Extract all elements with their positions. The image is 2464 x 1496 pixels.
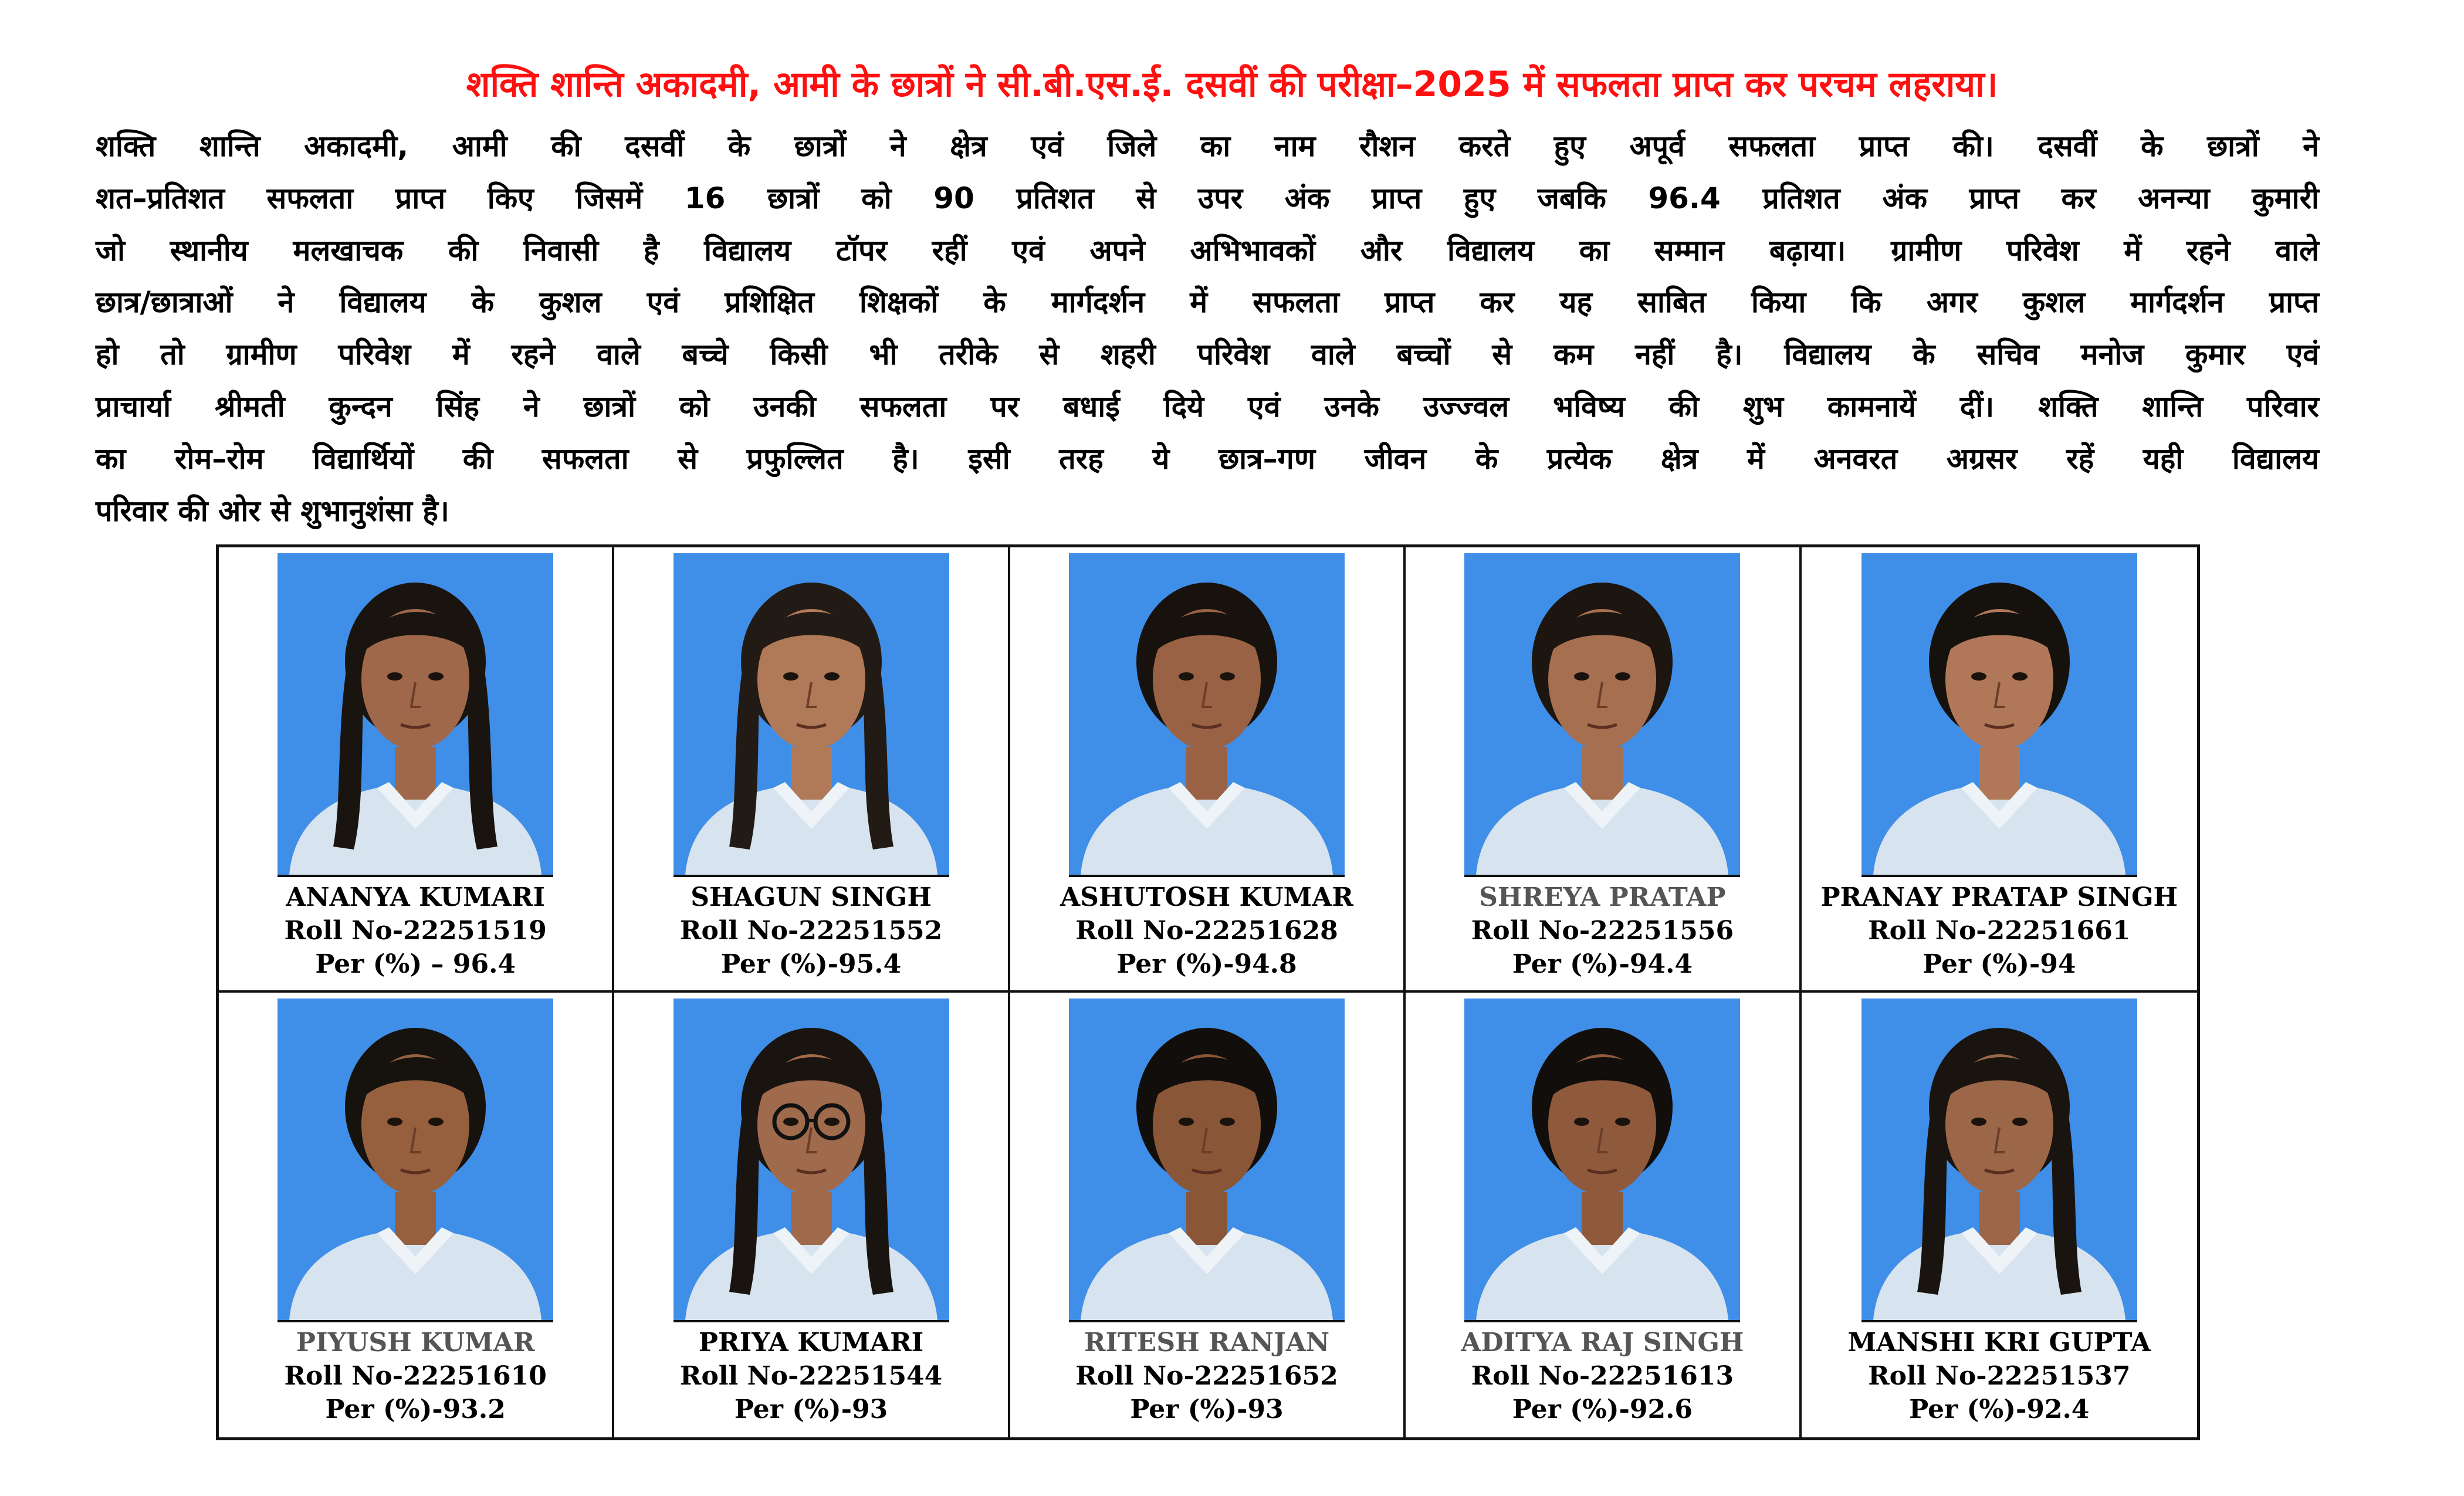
student-card bbox=[1406, 993, 1801, 1438]
student-percentage: Per (%)-92.6 bbox=[1512, 1394, 1693, 1424]
student-photo bbox=[673, 553, 949, 877]
student-roll: Roll No-22251544 bbox=[679, 1360, 943, 1391]
student-photo bbox=[673, 999, 949, 1322]
student-percentage: Per (%)-92.4 bbox=[1909, 1394, 2090, 1424]
student-card bbox=[614, 547, 1010, 993]
student-roll: Roll No-22251652 bbox=[1075, 1360, 1338, 1391]
student-caption bbox=[1461, 1326, 1744, 1426]
student-percentage: Per (%)-95.4 bbox=[720, 949, 902, 979]
student-roll: Roll No-22251613 bbox=[1471, 1360, 1734, 1391]
student-name: PRANAY PRATAP SINGH bbox=[1820, 882, 2178, 912]
student-name: PIYUSH KUMAR bbox=[296, 1327, 535, 1358]
student-caption bbox=[680, 881, 942, 981]
portrait-silhouette bbox=[1069, 999, 1345, 1320]
paragraph-line: शक्ति शान्ति अकादमी, आमी की दसवीं के छात्रों ने क्षेत्र एवं जिले का नाम रौशन करते हुए अपूर्व सफलता प्राप्त की। दसवीं के छात्रों ने bbox=[96, 129, 2319, 163]
portrait-silhouette bbox=[1069, 553, 1345, 875]
student-caption bbox=[1075, 1326, 1338, 1426]
student-name: ADITYA RAJ SINGH bbox=[1461, 1327, 1744, 1358]
student-percentage: Per (%)-93 bbox=[1130, 1394, 1284, 1424]
body-paragraph bbox=[96, 120, 2319, 537]
paragraph-line: शत–प्रतिशत सफलता प्राप्त किए जिसमें 16 छात्रों को 90 प्रतिशत से उपर अंक प्राप्त हुए जबकि 96.4 प्रतिशत अंक प्राप्त कर अनन्या कुमारी bbox=[96, 181, 2319, 215]
student-photo bbox=[1861, 553, 2137, 877]
student-roll: Roll No-22251610 bbox=[284, 1360, 547, 1391]
paragraph-line: हो तो ग्रामीण परिवेश में रहने वाले बच्चे किसी भी तरीके से शहरी परिवेश वाले बच्चों से कम नहीं है। विद्यालय के सचिव मनोज कुमार एवं bbox=[96, 337, 2319, 372]
student-card bbox=[1802, 547, 2197, 993]
student-name: MANSHI KRI GUPTA bbox=[1847, 1327, 2151, 1358]
student-photo bbox=[1861, 999, 2137, 1322]
student-photo bbox=[1464, 999, 1740, 1322]
student-percentage: Per (%)-94.8 bbox=[1116, 949, 1297, 979]
portrait-silhouette bbox=[277, 553, 553, 875]
student-roll: Roll No-22251556 bbox=[1471, 916, 1734, 946]
students-table bbox=[216, 544, 2200, 1440]
student-name: SHAGUN SINGH bbox=[691, 882, 932, 912]
paragraph-line: प्राचार्या श्रीमती कुन्दन सिंह ने छात्रों को उनकी सफलता पर बधाई दिये एवं उनके उज्ज्वल भविष्य की शुभ कामनायें दीं। शक्ति शान्ति परिवार bbox=[96, 389, 2319, 424]
student-percentage: Per (%)-94 bbox=[1923, 949, 2076, 979]
student-percentage: Per (%) – 96.4 bbox=[315, 949, 516, 979]
student-card bbox=[1010, 547, 1406, 993]
student-name: ANANYA KUMARI bbox=[286, 882, 546, 912]
student-caption bbox=[1060, 881, 1353, 981]
student-card bbox=[1802, 993, 2197, 1438]
portrait-silhouette bbox=[673, 999, 949, 1320]
student-card bbox=[1406, 547, 1801, 993]
student-card bbox=[614, 993, 1010, 1438]
portrait-silhouette bbox=[1464, 553, 1740, 875]
student-roll: Roll No-22251552 bbox=[679, 916, 943, 946]
student-percentage: Per (%)-93.2 bbox=[325, 1394, 506, 1424]
student-caption bbox=[284, 881, 546, 981]
student-roll: Roll No-22251661 bbox=[1868, 916, 2131, 946]
student-name: RITESH RANJAN bbox=[1084, 1327, 1330, 1358]
student-name: PRIYA KUMARI bbox=[698, 1327, 924, 1358]
student-photo bbox=[1464, 553, 1740, 877]
headline: शक्ति शान्ति अकादमी, आमी के छात्रों ने सी.बी.एस.ई. दसवीं की परीक्षा–2025 में सफलता प्राप्त कर परचम लहराया। bbox=[466, 64, 1998, 105]
student-roll: Roll No-22251519 bbox=[284, 916, 547, 946]
portrait-silhouette bbox=[1861, 553, 2137, 875]
student-caption bbox=[1820, 881, 2178, 981]
student-caption bbox=[680, 1326, 942, 1426]
student-roll: Roll No-22251537 bbox=[1868, 1360, 2131, 1391]
student-name: ASHUTOSH KUMAR bbox=[1060, 882, 1354, 912]
student-card bbox=[1010, 993, 1406, 1438]
student-percentage: Per (%)-93 bbox=[734, 1394, 888, 1424]
student-percentage: Per (%)-94.4 bbox=[1512, 949, 1693, 979]
student-caption bbox=[1471, 881, 1734, 981]
student-card bbox=[219, 993, 614, 1438]
student-photo bbox=[1069, 999, 1345, 1322]
portrait-silhouette bbox=[277, 999, 553, 1320]
paragraph-line: जो स्थानीय मलखाचक की निवासी है विद्यालय टॉपर रहीं एवं अपने अभिभावकों और विद्यालय का सम्मान बढ़ाया। ग्रामीण परिवेश में रहने वाले bbox=[96, 233, 2319, 268]
student-photo bbox=[277, 999, 553, 1322]
student-caption bbox=[284, 1326, 546, 1426]
portrait-silhouette bbox=[673, 553, 949, 875]
paragraph-line: परिवार की ओर से शुभानुशंसा है। bbox=[96, 493, 449, 528]
paragraph-line: छात्र/छात्राओं ने विद्यालय के कुशल एवं प्रशिक्षित शिक्षकों के मार्गदर्शन में सफलता प्राप्त कर यह साबित किया कि अगर कुशल मार्गदर्शन प्राप्त bbox=[96, 285, 2319, 320]
paragraph-line: का रोम–रोम विद्यार्थियों की सफलता से प्रफुल्लित है। इसी तरह ये छात्र–गण जीवन के प्रत्येक क्षेत्र में अनवरत अग्रसर रहें यही विद्यालय bbox=[96, 441, 2319, 476]
portrait-silhouette bbox=[1861, 999, 2137, 1320]
portrait-silhouette bbox=[1464, 999, 1740, 1320]
student-roll: Roll No-22251628 bbox=[1075, 916, 1338, 946]
student-caption bbox=[1848, 1326, 2151, 1426]
student-card bbox=[219, 547, 614, 993]
student-photo bbox=[1069, 553, 1345, 877]
student-photo bbox=[277, 553, 553, 877]
student-name: SHREYA PRATAP bbox=[1479, 882, 1726, 912]
